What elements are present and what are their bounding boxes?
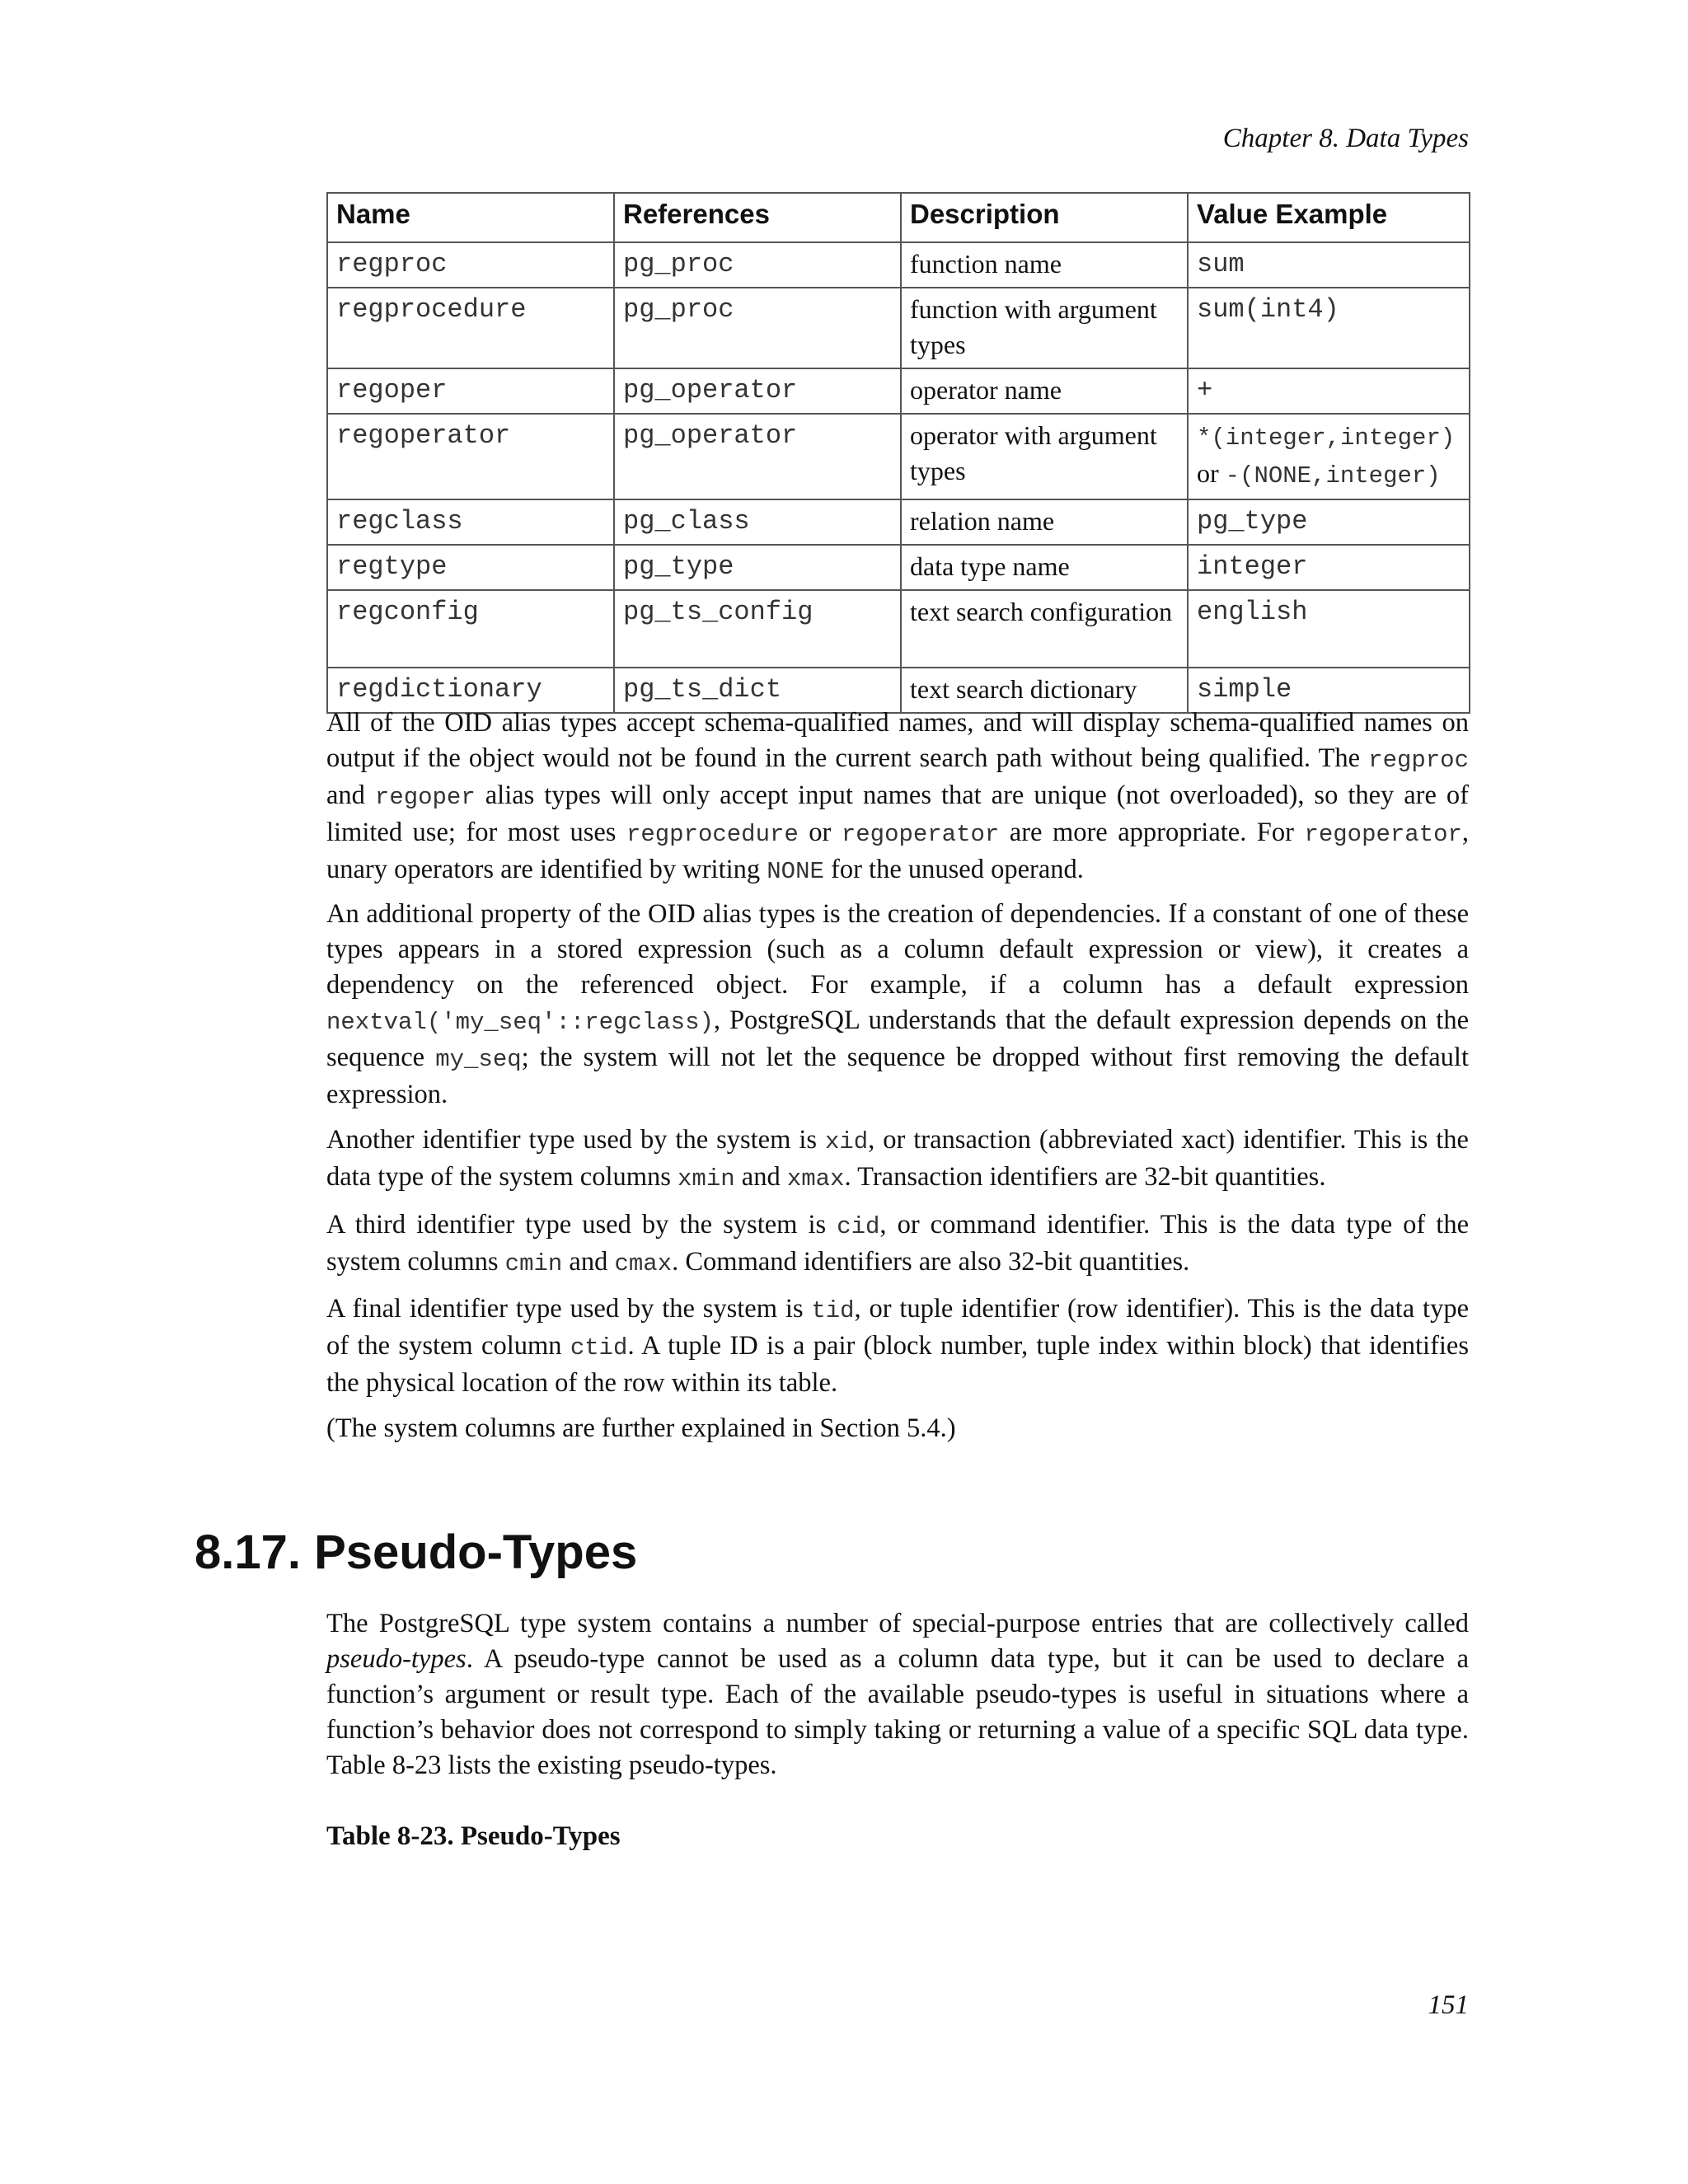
table-caption: Table 8-23. Pseudo-Types (326, 1821, 621, 1851)
cell-references: pg_proc (614, 242, 901, 288)
table-row (327, 590, 1470, 668)
text: and (734, 1162, 787, 1192)
text: . Transaction identifiers are 32-bit quantities. (844, 1162, 1326, 1192)
paragraph-oid-schema-qualified (326, 705, 1469, 889)
cell-description: operator with argument types (901, 414, 1188, 499)
text: are more appropriate. For (999, 818, 1305, 847)
paragraph-cid (326, 1207, 1469, 1282)
paragraph-pseudo-types-intro (326, 1606, 1469, 1783)
text: Another identifier type used by the system is (326, 1125, 825, 1155)
code-literal: regproc (1368, 747, 1469, 774)
cell-references: pg_operator (614, 368, 901, 414)
cell-references: pg_class (614, 499, 901, 545)
text: An additional property of the OID alias types is the creation of dependencies. If a constant of one of these types appears in a stored expression (such as a column default expression or view), it creates a dependency on the referenced object. For example, if a column has a default expression (326, 899, 1469, 1000)
cell-name: regoperator (327, 414, 614, 499)
example-part-a: *(integer,integer) (1197, 424, 1456, 452)
table-row (327, 545, 1470, 590)
table-row (327, 242, 1470, 288)
cell-example: + (1188, 368, 1470, 414)
cell-example: pg_type (1188, 499, 1470, 545)
cell-example (1188, 414, 1470, 499)
text: , unary operators are identified by writing (326, 818, 1470, 884)
text: and (562, 1247, 615, 1277)
oid-alias-types-table (326, 192, 1470, 714)
cell-description: relation name (901, 499, 1188, 545)
code-literal: xmax (786, 1165, 845, 1193)
cell-description: text search configuration (901, 590, 1188, 668)
text: All of the OID alias types accept schema-qualified names, and will display schema-qualified names on output if the object would not be found in the current search path without being qualified. The (326, 708, 1469, 773)
cell-example: integer (1188, 545, 1470, 590)
cell-references: pg_operator (614, 414, 901, 499)
cell-name: regproc (327, 242, 614, 288)
table-row (327, 368, 1470, 414)
text: ; the system will not let the sequence be dropped without first removing the default expression. (326, 1043, 1469, 1109)
table-header-row (327, 193, 1470, 242)
cell-name: regoper (327, 368, 614, 414)
text: , PostgreSQL understands that the default expression depends on the sequence (326, 1005, 1469, 1072)
text: . A pseudo-type cannot be used as a column data type, but it can be used to declare a function’s argument or result type. Each of the available pseudo-types is useful in situations where a function’s behavior does not correspond to simply taking or returning a value of a specific SQL data type. Table 8-23 lists the existing pseudo-types. (326, 1644, 1469, 1780)
text: , or tuple identifier (row identifier). This is the data type of the system column (326, 1294, 1469, 1361)
code-literal: cmax (614, 1250, 673, 1277)
code-literal: regoper (374, 784, 476, 811)
code-literal: regoperator (841, 821, 1000, 848)
text: , or command identifier. This is the data type of the system columns (326, 1210, 1469, 1277)
paragraph-dependencies (326, 897, 1469, 1113)
example-or-word: or (1197, 458, 1219, 488)
cell-name: regdictionary (327, 668, 614, 713)
text: or (798, 818, 842, 847)
column-header-value-example: Value Example (1188, 193, 1470, 242)
code-literal: NONE (767, 858, 824, 885)
cell-description: data type name (901, 545, 1188, 590)
cell-example: simple (1188, 668, 1470, 713)
cell-example: sum (1188, 242, 1470, 288)
code-literal: my_seq (435, 1046, 522, 1073)
code-literal: ctid (570, 1334, 628, 1361)
column-header-description: Description (901, 193, 1188, 242)
code-literal: nextval('my_seq'::regclass) (326, 1009, 714, 1036)
text: and (326, 780, 375, 810)
text: (The system columns are further explained in Section 5.4.) (326, 1413, 956, 1443)
paragraph-xid (326, 1122, 1469, 1197)
code-literal: tid (811, 1297, 855, 1324)
column-header-references: References (614, 193, 901, 242)
cell-description: text search dictionary (901, 668, 1188, 713)
cell-name: regprocedure (327, 288, 614, 368)
table-row (327, 414, 1470, 499)
cell-description: operator name (901, 368, 1188, 414)
text: , or transaction (abbreviated xact) identifier. This is the data type of the system columns (326, 1125, 1469, 1192)
cell-references: pg_ts_config (614, 590, 901, 668)
text: for the unused operand. (823, 855, 1084, 884)
page-number: 151 (1428, 1990, 1469, 2020)
text: A third identifier type used by the system is (326, 1210, 837, 1240)
text: alias types will only accept input names that are unique (not overloaded), so they are of limited use; for most uses (326, 780, 1469, 847)
table-row (327, 499, 1470, 545)
text: . Command identifiers are also 32-bit quantities. (672, 1247, 1190, 1277)
cell-description: function name (901, 242, 1188, 288)
cell-references: pg_proc (614, 288, 901, 368)
paragraph-system-columns-note (326, 1411, 1469, 1446)
cell-name: regclass (327, 499, 614, 545)
code-literal: cid (837, 1213, 880, 1240)
code-literal: cmin (504, 1250, 563, 1277)
running-head: Chapter 8. Data Types (1222, 124, 1469, 153)
text: A final identifier type used by the system is (326, 1294, 812, 1324)
text: . A tuple ID is a pair (block number, tuple index within block) that identifies the physical location of the row within its table. (326, 1331, 1469, 1398)
cell-example: sum(int4) (1188, 288, 1470, 368)
example-part-b: -(NONE,integer) (1225, 462, 1441, 490)
code-literal: regoperator (1304, 821, 1462, 848)
cell-description: function with argument types (901, 288, 1188, 368)
code-literal: xid (824, 1128, 869, 1155)
cell-references: pg_type (614, 545, 901, 590)
cell-name: regconfig (327, 590, 614, 668)
column-header-name: Name (327, 193, 614, 242)
cell-references: pg_ts_dict (614, 668, 901, 713)
section-heading: 8.17. Pseudo-Types (195, 1526, 638, 1579)
code-literal: regprocedure (626, 821, 799, 848)
text: The PostgreSQL type system contains a number of special-purpose entries that are collectively called (326, 1609, 1469, 1638)
emphasis-term: pseudo-types (326, 1644, 467, 1674)
code-literal: xmin (678, 1165, 735, 1193)
paragraph-tid (326, 1291, 1469, 1401)
cell-name: regtype (327, 545, 614, 590)
cell-example: english (1188, 590, 1470, 668)
table-row (327, 288, 1470, 368)
